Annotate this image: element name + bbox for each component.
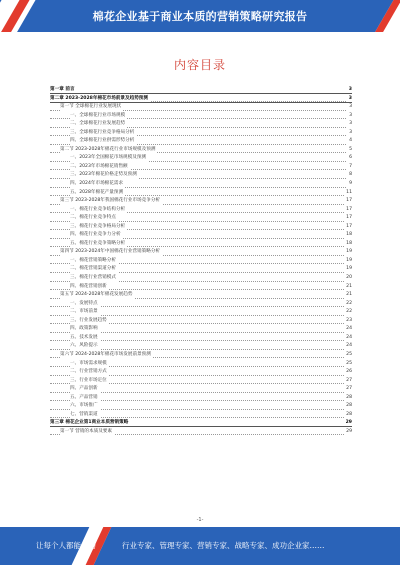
toc-entry[interactable] — [50, 103, 352, 112]
toc-entry-page: 19 — [345, 265, 352, 274]
toc-entry[interactable] — [50, 206, 352, 215]
toc-entry[interactable] — [50, 385, 352, 394]
toc-entry[interactable] — [50, 351, 352, 360]
toc-entry[interactable] — [50, 154, 352, 163]
toc-entry[interactable] — [50, 95, 352, 104]
toc-entry-label: 三、行业市场定位 — [70, 377, 109, 386]
toc-entry[interactable] — [50, 240, 352, 249]
toc-entry-label: 三、2023年棉花价格走势及预测 — [70, 171, 139, 180]
toc-entry-label: 一、市场需求规模 — [70, 360, 109, 369]
toc-entry[interactable] — [50, 223, 352, 232]
toc-entry-label: 四、产品创新 — [70, 385, 100, 394]
toc-entry-label: 第五节 2024-2028年棉花发展趋势 — [60, 291, 134, 300]
toc-entry-page: 17 — [345, 223, 352, 232]
toc-entry-page: 17 — [345, 197, 352, 206]
toc-entry-page: 6 — [348, 154, 352, 163]
toc-entry[interactable] — [50, 342, 352, 351]
toc-entry[interactable] — [50, 419, 352, 428]
toc-entry-page: 3 — [348, 129, 352, 138]
toc-entry-page: 19 — [345, 248, 352, 257]
toc-entry-page: 28 — [345, 402, 352, 411]
toc-entry-page: 22 — [345, 300, 352, 309]
toc-entry-label: 四、2024年市场棉花需求 — [70, 180, 125, 189]
toc-entry-page: 5 — [348, 146, 352, 155]
toc-entry-label: 二、棉花行业竞争特点 — [70, 214, 118, 223]
toc-entry[interactable] — [50, 291, 352, 300]
toc-entry-page: 27 — [345, 377, 352, 386]
toc-entry[interactable] — [50, 171, 352, 180]
toc-entry-page: 21 — [345, 283, 352, 292]
toc-entry-label: 一、2023年全国棉花市场规模及预测 — [70, 154, 148, 163]
toc-entry-page: 18 — [345, 240, 352, 249]
toc-entry-page: 8 — [348, 171, 352, 180]
toc-entry-label: 第四节 2023-2024年中国棉花行业营销策略分析 — [60, 248, 162, 257]
toc-entry[interactable] — [50, 360, 352, 369]
toc-entry-page: 17 — [345, 214, 352, 223]
toc-entry[interactable] — [50, 317, 352, 326]
toc-entry-page: 18 — [345, 231, 352, 240]
toc-entry-page: 11 — [345, 189, 352, 198]
toc-entry-label: 一、全球棉花行业市场规模 — [70, 112, 127, 121]
toc-entry-page: 3 — [348, 120, 352, 129]
page-header — [0, 0, 400, 32]
toc-entry-label: 四、棉花营销创新 — [70, 283, 109, 292]
toc-entry-page: 9 — [348, 180, 352, 189]
toc-entry[interactable] — [50, 146, 352, 155]
toc-entry-label: 二、棉花营销渠道分析 — [70, 265, 118, 274]
toc-entry[interactable] — [50, 402, 352, 411]
toc-entry-page: 24 — [345, 334, 352, 343]
toc-entry[interactable] — [50, 197, 352, 206]
toc-entry-page: 20 — [345, 274, 352, 283]
toc-entry[interactable] — [50, 86, 352, 95]
toc-entry-page: 28 — [345, 411, 352, 420]
footer-roles: 行业专家、管理专家、营销专家、战略专家、成功企业家…… — [122, 541, 325, 550]
toc-entry[interactable] — [50, 214, 352, 223]
toc-entry[interactable] — [50, 137, 352, 146]
page-footer — [0, 527, 400, 565]
toc-entry-label: 第一节 营销的本质及要素 — [60, 428, 114, 437]
toc-entry-page: 4 — [348, 137, 352, 146]
toc-entry[interactable] — [50, 248, 352, 257]
toc-entry-label: 二、市场前景 — [70, 308, 100, 317]
toc-entry-label: 四、棉花行业竞争力分析 — [70, 231, 123, 240]
toc-entry[interactable] — [50, 120, 352, 129]
toc-entry-page: 29 — [345, 419, 352, 428]
toc-entry-label: 六、市场推广 — [70, 402, 100, 411]
toc-entry-label: 一、棉花营销策略分析 — [70, 257, 118, 266]
toc-entry-label: 二、行业营销方式 — [70, 368, 109, 377]
toc-entry-label: 五、产品营销 — [70, 394, 100, 403]
toc-entry-page: 22 — [345, 308, 352, 317]
toc-entry-label: 五、2028年棉花产量预测 — [70, 189, 125, 198]
toc-entry-label: 六、风险提示 — [70, 342, 100, 351]
toc-entry-label: 七、营销渠道 — [70, 411, 100, 420]
toc-entry-label: 三、棉花行业营销模式 — [70, 274, 118, 283]
toc-entry[interactable] — [50, 163, 352, 172]
toc-entry[interactable] — [50, 129, 352, 138]
toc-entry-label: 一、发展特点 — [70, 300, 100, 309]
toc-entry-label: 四、全球棉花行业供需形势分析 — [70, 137, 136, 146]
toc-entry-label: 三、全球棉花行业竞争格局分析 — [70, 129, 136, 138]
footer-slogan: 让每个人都能成为 — [36, 541, 96, 550]
toc-entry[interactable] — [50, 300, 352, 309]
toc-entry-label: 三、棉花行业竞争格局分析 — [70, 223, 127, 232]
table-of-contents — [50, 86, 352, 436]
toc-entry-page: 29 — [345, 428, 352, 437]
toc-entry-page: 3 — [348, 95, 352, 104]
toc-entry-label: 第三节 2023-2028年我国棉花行业市场竞争分析 — [60, 197, 162, 206]
toc-entry-label: 三、行业发展趋势 — [70, 317, 109, 326]
page-number: -1- — [196, 517, 204, 523]
toc-entry-page: 28 — [345, 394, 352, 403]
toc-entry[interactable] — [50, 394, 352, 403]
toc-entry-label: 二、全球棉花行业发展趋势 — [70, 120, 127, 129]
toc-entry-label: 二、2023年市场棉花销售额 — [70, 163, 130, 172]
toc-entry-page: 25 — [345, 360, 352, 369]
toc-entry-label: 第一节 全球棉花行业发展现状 — [60, 103, 123, 112]
toc-entry[interactable] — [50, 274, 352, 283]
toc-entry[interactable] — [50, 231, 352, 240]
toc-entry-label: 五、技术发展 — [70, 334, 100, 343]
toc-entry-page: 21 — [345, 291, 352, 300]
toc-entry-label: 第六节 2024-2028年棉花市场发展前景预测 — [60, 351, 153, 360]
toc-entry[interactable] — [50, 428, 352, 437]
toc-entry-page: 24 — [345, 325, 352, 334]
toc-entry[interactable] — [50, 257, 352, 266]
report-title: 棉花企业基于商业本质的营销策略研究报告 — [92, 10, 308, 23]
toc-entry-label: 第二节 2023-2028年棉花行业市场规模及预测 — [60, 146, 157, 155]
toc-entry-label: 第一章 前言 — [50, 86, 77, 95]
toc-entry[interactable] — [50, 189, 352, 198]
toc-entry[interactable] — [50, 308, 352, 317]
toc-entry-page: 3 — [348, 103, 352, 112]
toc-entry-page: 27 — [345, 385, 352, 394]
toc-entry[interactable] — [50, 265, 352, 274]
toc-entry-label: 一、棉花行业竞争结构分析 — [70, 206, 127, 215]
toc-entry[interactable] — [50, 368, 352, 377]
toc-entry-page: 19 — [345, 257, 352, 266]
toc-entry-page: 24 — [345, 342, 352, 351]
toc-entry-page: 17 — [345, 206, 352, 215]
toc-entry[interactable] — [50, 411, 352, 420]
toc-entry-page: 7 — [348, 163, 352, 172]
toc-entry-label: 第二章 2023-2028年棉花市场前景及趋势预测 — [50, 95, 150, 104]
toc-entry[interactable] — [50, 180, 352, 189]
toc-heading: 内容目录 — [173, 58, 226, 72]
toc-entry-label: 四、政策影响 — [70, 325, 100, 334]
toc-entry-label: 五、棉花行业竞争策略分析 — [70, 240, 127, 249]
toc-entry[interactable] — [50, 112, 352, 121]
toc-entry-page: 3 — [348, 86, 352, 95]
toc-entry-page: 3 — [348, 112, 352, 121]
toc-entry-page: 26 — [345, 368, 352, 377]
toc-leader-dots — [50, 86, 346, 94]
toc-entry-page: 25 — [345, 351, 352, 360]
toc-entry-page: 23 — [345, 317, 352, 326]
toc-entry[interactable] — [50, 334, 352, 343]
toc-entry[interactable] — [50, 325, 352, 334]
toc-entry-label: 第三章 棉花企业第1商业本质营销策略 — [50, 419, 130, 428]
toc-entry[interactable] — [50, 283, 352, 292]
toc-entry[interactable] — [50, 377, 352, 386]
